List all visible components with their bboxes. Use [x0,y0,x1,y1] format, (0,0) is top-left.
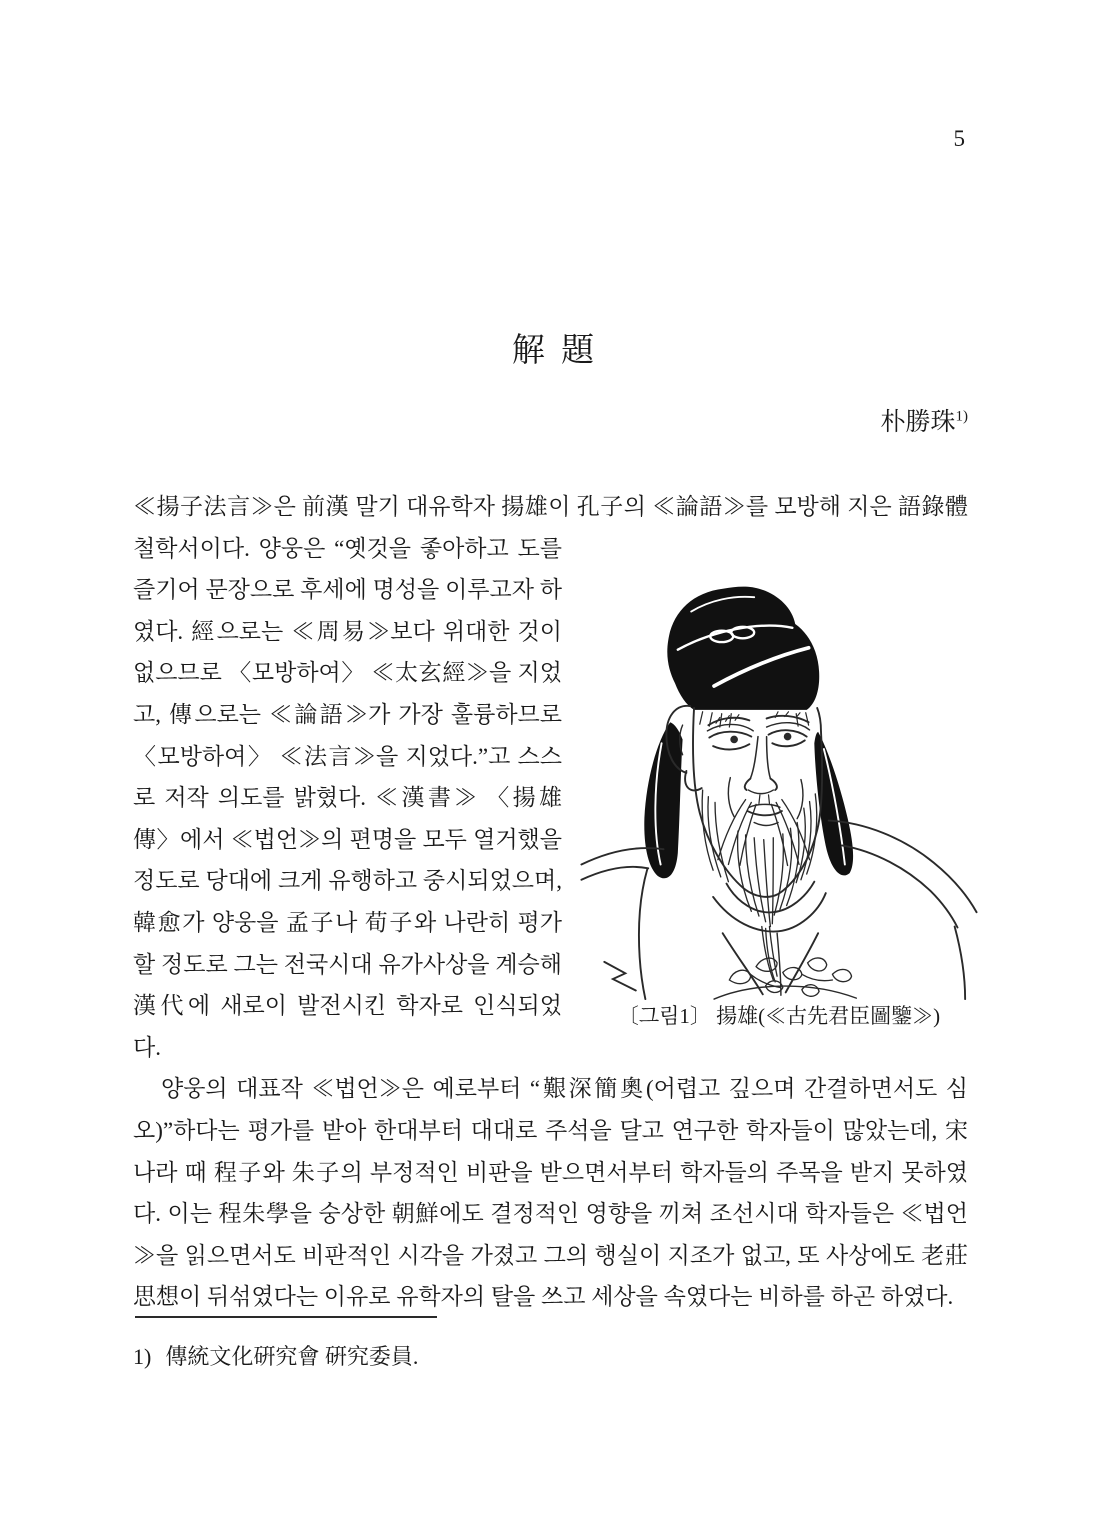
paragraph-1-text-start: ≪揚子法言≫은 前漢 말기 대유학자 揚雄이 孔子의 ≪論語≫를 모방해 지은 語錄體 철학서이다. 양웅은 “옛것을 좋아하고 도를 즐기어 문장으로 후세에 명성을 이루고자 하였다. [133,494,968,644]
page-title: 解 題 [511,333,599,369]
footnote-text: 傳統文化硏究會 硏究委員. [165,1344,419,1369]
paragraph-2: 양웅의 대표작 ≪법언≫은 예로부터 “艱深簡奧(어렵고 깊으며 간결하면서도 심오)”하다는 평가를 받아 한대부터 대대로 주석을 달고 연구한 학자들이 많았는데, 宋나라 때 程子와 朱子의 부정적인 비판을 받으면서부터 학자들의 주목을 받지 못하였다. 이는 程朱學을 숭상한 朝鮮에도 결정적인 영향을 끼쳐 조선시대 학자들은 ≪법언≫을 읽으면서도 비판적인 시각을 가졌고 그의 행실이 지조가 없고, 또 사상에도 老莊思想이 뒤섞였다는 이유로 유학자의 탈을 쓰고 세상을 속였다는 비하를 하곤 하였다. [133,1076,968,1310]
footnote [133,1340,418,1371]
paragraph-1-text-rest: 經으로는 ≪周易≫보다 위대한 것이 없으므로 〈모방하여〉 ≪太玄經≫을 지었고, 傳으로는 ≪論語≫가 가장 훌륭하므로 〈모방하여〉 ≪法言≫을 지었다.”고 스스로 저작 의도를 밝혔다. ≪漢書≫ 〈揚雄傳〉에서 ≪법언≫의 편명을 모두 열거했을 정도로 당대에 크게 유행하고 중시되었으며, 韓愈가 양웅을 孟子나 荀子와 나란히 평가할 정도로 그는 전국시대 유가사상을 계승해 漢代에 새로이 발전시킨 학자로 인식되었다. [133,618,562,1060]
author-name: 朴勝珠 [880,409,956,436]
figure-yang-xiong [578,581,980,1031]
body-text [133,486,968,1318]
footnote-marker: 1) [133,1344,152,1369]
author-footnote-mark: 1) [955,408,968,425]
yang-xiong-portrait-illustration [578,581,980,1001]
page-number: 5 [953,126,965,151]
author-line [880,402,968,438]
figure-caption: 〔그림1〕 揚雄(≪古先君臣圖鑒≫) [617,1004,941,1028]
footnote-divider [135,1316,437,1318]
